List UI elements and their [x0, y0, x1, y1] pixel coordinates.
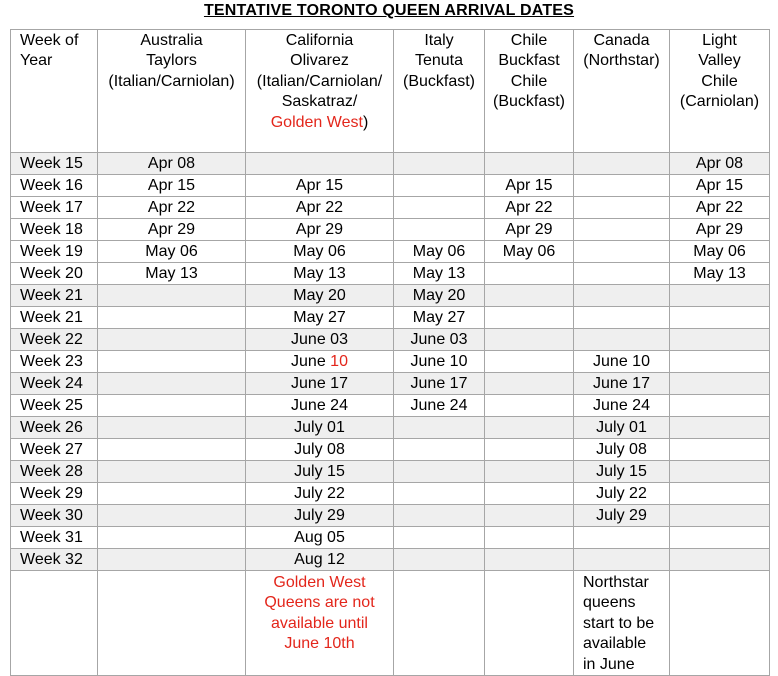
week-cell: Week 19	[11, 241, 98, 263]
table-row	[11, 175, 770, 197]
light-valley-cell	[670, 395, 770, 417]
california-cell: July 29	[246, 505, 394, 527]
week-cell: Week 30	[11, 505, 98, 527]
canada-cell	[574, 241, 670, 263]
australia-cell: Apr 22	[98, 197, 246, 219]
california-cell: Aug 05	[246, 527, 394, 549]
chile-cell	[485, 505, 574, 527]
chile-cell	[485, 307, 574, 329]
empty-note-cell	[11, 571, 98, 676]
california-cell: Apr 15	[246, 175, 394, 197]
light-valley-cell	[670, 527, 770, 549]
empty-note-cell	[670, 571, 770, 676]
australia-cell	[98, 505, 246, 527]
australia-cell	[98, 395, 246, 417]
australia-cell	[98, 351, 246, 373]
chile-cell	[485, 527, 574, 549]
table-row	[11, 439, 770, 461]
australia-cell: May 13	[98, 263, 246, 285]
table-row	[11, 241, 770, 263]
header-california: California Olivarez (Italian/Carniolan/ Saskatraz/ Golden West)	[246, 30, 394, 153]
table-row	[11, 351, 770, 373]
canada-cell	[574, 263, 670, 285]
light-valley-cell	[670, 417, 770, 439]
week-cell: Week 24	[11, 373, 98, 395]
light-valley-cell: Apr 29	[670, 219, 770, 241]
golden-west-note: Golden West Queens are not available until June 10th	[246, 571, 394, 676]
week-cell: Week 15	[11, 153, 98, 175]
australia-cell: May 06	[98, 241, 246, 263]
header-italy: Italy Tenuta (Buckfast)	[394, 30, 485, 153]
canada-cell	[574, 285, 670, 307]
italy-cell: May 20	[394, 285, 485, 307]
week-cell: Week 26	[11, 417, 98, 439]
chile-cell	[485, 263, 574, 285]
week-cell: Week 21	[11, 285, 98, 307]
table-row	[11, 417, 770, 439]
week-cell: Week 25	[11, 395, 98, 417]
light-valley-cell: Apr 22	[670, 197, 770, 219]
week-cell: Week 16	[11, 175, 98, 197]
week-cell: Week 32	[11, 549, 98, 571]
table-row	[11, 263, 770, 285]
light-valley-cell	[670, 439, 770, 461]
week-cell: Week 28	[11, 461, 98, 483]
light-valley-cell	[670, 483, 770, 505]
california-cell: Apr 22	[246, 197, 394, 219]
table-row	[11, 307, 770, 329]
canada-cell	[574, 175, 670, 197]
australia-cell	[98, 461, 246, 483]
header-week-of-year: Week of Year	[11, 30, 98, 153]
light-valley-cell	[670, 329, 770, 351]
australia-cell	[98, 285, 246, 307]
header-row	[11, 30, 770, 153]
italy-cell	[394, 197, 485, 219]
light-valley-cell: Apr 15	[670, 175, 770, 197]
header-australia: Australia Taylors (Italian/Carniolan)	[98, 30, 246, 153]
italy-cell: June 10	[394, 351, 485, 373]
canada-cell	[574, 527, 670, 549]
page-title: TENTATIVE TORONTO QUEEN ARRIVAL DATES	[203, 2, 575, 19]
table-row	[11, 153, 770, 175]
italy-cell	[394, 219, 485, 241]
chile-cell: Apr 15	[485, 175, 574, 197]
italy-cell: May 27	[394, 307, 485, 329]
canada-cell	[574, 329, 670, 351]
italy-cell	[394, 153, 485, 175]
canada-cell	[574, 197, 670, 219]
italy-cell: June 17	[394, 373, 485, 395]
week-cell: Week 31	[11, 527, 98, 549]
australia-cell	[98, 439, 246, 461]
canada-cell	[574, 153, 670, 175]
italy-cell: June 24	[394, 395, 485, 417]
italy-cell: May 13	[394, 263, 485, 285]
table-row	[11, 549, 770, 571]
chile-cell	[485, 483, 574, 505]
table-row	[11, 329, 770, 351]
australia-cell	[98, 483, 246, 505]
empty-note-cell	[485, 571, 574, 676]
light-valley-cell	[670, 351, 770, 373]
california-cell: June 03	[246, 329, 394, 351]
golden-west-start-date: 10	[330, 353, 348, 370]
california-cell: July 15	[246, 461, 394, 483]
header-light-valley: Light Valley Chile (Carniolan)	[670, 30, 770, 153]
light-valley-cell: Apr 08	[670, 153, 770, 175]
week-cell: Week 27	[11, 439, 98, 461]
table-row	[11, 373, 770, 395]
california-cell: June 17	[246, 373, 394, 395]
canada-cell: June 24	[574, 395, 670, 417]
table-row	[11, 483, 770, 505]
chile-cell	[485, 351, 574, 373]
italy-cell	[394, 527, 485, 549]
california-cell: May 27	[246, 307, 394, 329]
week-cell: Week 22	[11, 329, 98, 351]
week-cell: Week 18	[11, 219, 98, 241]
arrival-dates-table	[10, 29, 770, 676]
australia-cell: Apr 15	[98, 175, 246, 197]
california-cell: May 13	[246, 263, 394, 285]
chile-cell	[485, 285, 574, 307]
canada-cell	[574, 549, 670, 571]
australia-cell: Apr 08	[98, 153, 246, 175]
australia-cell	[98, 527, 246, 549]
california-cell: July 01	[246, 417, 394, 439]
italy-cell	[394, 175, 485, 197]
california-cell	[246, 153, 394, 175]
chile-cell	[485, 439, 574, 461]
light-valley-cell	[670, 307, 770, 329]
chile-cell: May 06	[485, 241, 574, 263]
header-canada: Canada (Northstar)	[574, 30, 670, 153]
empty-note-cell	[394, 571, 485, 676]
california-cell: June 24	[246, 395, 394, 417]
light-valley-cell: May 13	[670, 263, 770, 285]
chile-cell: Apr 29	[485, 219, 574, 241]
chile-cell	[485, 417, 574, 439]
canada-cell: July 29	[574, 505, 670, 527]
italy-cell	[394, 461, 485, 483]
light-valley-cell	[670, 461, 770, 483]
chile-cell	[485, 153, 574, 175]
empty-note-cell	[98, 571, 246, 676]
california-cell: May 06	[246, 241, 394, 263]
california-cell: July 08	[246, 439, 394, 461]
chile-cell	[485, 461, 574, 483]
california-cell: Aug 12	[246, 549, 394, 571]
week-cell: Week 29	[11, 483, 98, 505]
week-cell: Week 20	[11, 263, 98, 285]
notes-row	[11, 571, 770, 676]
chile-cell	[485, 373, 574, 395]
canada-cell: July 22	[574, 483, 670, 505]
week-cell: Week 21	[11, 307, 98, 329]
week-cell: Week 23	[11, 351, 98, 373]
california-cell: June 10	[246, 351, 394, 373]
canada-cell: June 17	[574, 373, 670, 395]
light-valley-cell	[670, 285, 770, 307]
california-cell: May 20	[246, 285, 394, 307]
italy-cell	[394, 483, 485, 505]
italy-cell	[394, 505, 485, 527]
australia-cell: Apr 29	[98, 219, 246, 241]
table-row	[11, 197, 770, 219]
australia-cell	[98, 307, 246, 329]
golden-west-label: Golden West	[270, 113, 363, 131]
australia-cell	[98, 549, 246, 571]
california-cell: Apr 29	[246, 219, 394, 241]
light-valley-cell	[670, 373, 770, 395]
header-chile-buckfast: Chile Buckfast Chile (Buckfast)	[485, 30, 574, 153]
canada-cell: July 01	[574, 417, 670, 439]
chile-cell	[485, 329, 574, 351]
canada-cell	[574, 219, 670, 241]
canada-cell: July 08	[574, 439, 670, 461]
table-row	[11, 527, 770, 549]
chile-cell	[485, 549, 574, 571]
australia-cell	[98, 373, 246, 395]
table-row	[11, 505, 770, 527]
canada-cell: July 15	[574, 461, 670, 483]
australia-cell	[98, 329, 246, 351]
california-cell: July 22	[246, 483, 394, 505]
canada-cell: June 10	[574, 351, 670, 373]
italy-cell: May 06	[394, 241, 485, 263]
table-row	[11, 461, 770, 483]
light-valley-cell	[670, 549, 770, 571]
northstar-note: Northstar queens start to be available in June	[574, 571, 670, 676]
australia-cell	[98, 417, 246, 439]
italy-cell: June 03	[394, 329, 485, 351]
week-cell: Week 17	[11, 197, 98, 219]
italy-cell	[394, 439, 485, 461]
light-valley-cell	[670, 505, 770, 527]
table-row	[11, 285, 770, 307]
table-row	[11, 395, 770, 417]
italy-cell	[394, 417, 485, 439]
canada-cell	[574, 307, 670, 329]
table-row	[11, 219, 770, 241]
chile-cell: Apr 22	[485, 197, 574, 219]
italy-cell	[394, 549, 485, 571]
light-valley-cell: May 06	[670, 241, 770, 263]
chile-cell	[485, 395, 574, 417]
